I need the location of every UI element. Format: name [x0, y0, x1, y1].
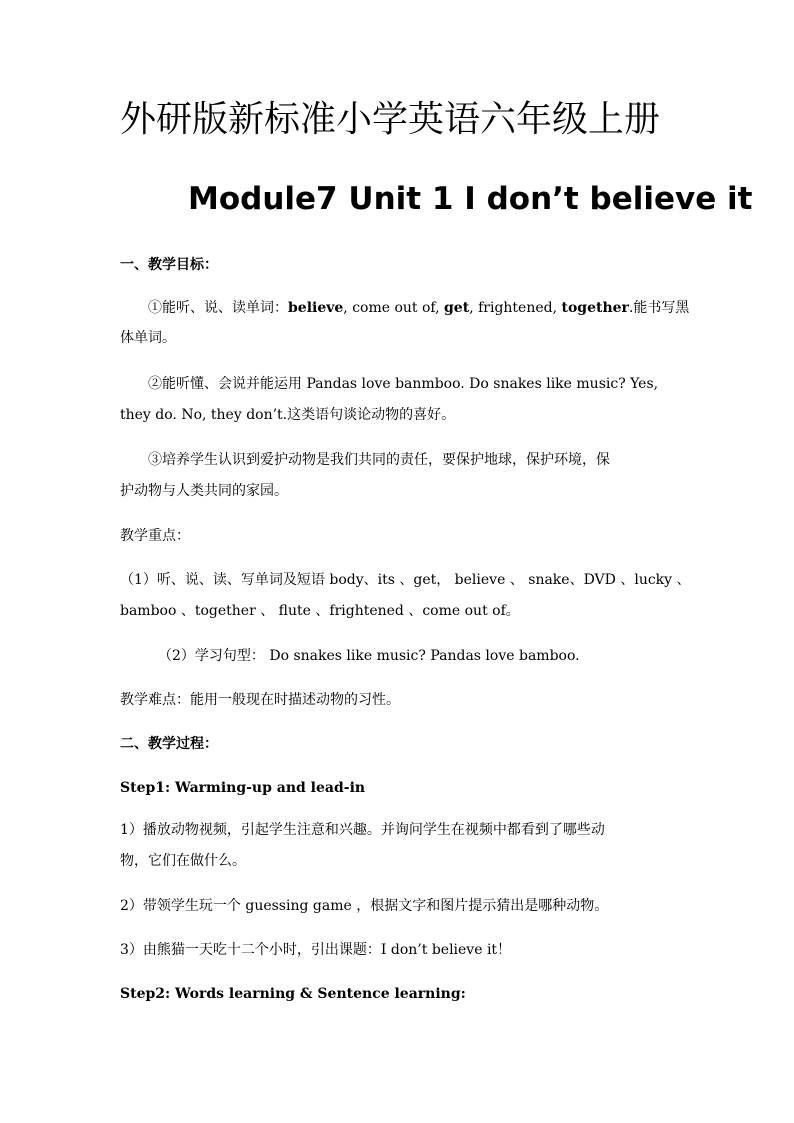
key-points-heading: 教学重点： [120, 528, 190, 544]
step-1-item-1-line-2: 物，它们在做什么。 [120, 853, 246, 869]
goal-1-text-d: .能书写黑 [628, 300, 690, 316]
step-2-heading: Step2: Words learning & Sentence learning: [120, 986, 466, 1002]
goal-2-line-1: ②能听懂、会说并能运用 Pandas love banmboo. Do snakes like music? Yes, [148, 376, 659, 392]
lesson-title: Module7 Unit 1 I don’t believe it [188, 181, 753, 217]
step-1-item-1-line-1: 1）播放动物视频，引起学生注意和兴趣。并询问学生在视频中都看到了哪些动 [120, 822, 605, 838]
step-1-item-2: 2）带领学生玩一个 guessing game ，根据文字和图片提示猜出是哪种动物。 [120, 898, 609, 914]
goal-2-line-2: they do. No, they don’t.这类语句谈论动物的喜好。 [120, 407, 456, 423]
key-point-2: （2）学习句型： Do snakes like music? Pandas love bamboo. [158, 648, 580, 664]
goal-3-line-1: ③培养学生认识到爱护动物是我们共同的责任，要保护地球，保护环境，保 [148, 452, 610, 468]
step-1-heading: Step1: Warming-up and lead-in [120, 780, 366, 796]
goal-1-text-a: ①能听、说、读单词： [148, 300, 288, 316]
key-point-1-line-2: bamboo 、together 、 flute 、frightened 、come out of。 [120, 603, 520, 619]
goals-heading: 一、教学目标： [120, 257, 218, 273]
goal-1-word-believe: believe [288, 300, 344, 316]
goal-3-line-2: 护动物与人类共同的家园。 [120, 483, 288, 499]
key-point-1-line-1: （1）听、说、读、写单词及短语 body、its 、get， believe 、 snake、DVD 、lucky 、 [120, 572, 691, 588]
goal-1-word-get: get [444, 300, 470, 316]
goal-1-text-c: , frightened, [469, 300, 562, 316]
goal-1-line-2: 体单词。 [120, 330, 176, 346]
process-heading: 二、教学过程： [120, 736, 218, 752]
difficulty: 教学难点：能用一般现在时描述动物的习性。 [120, 692, 400, 708]
goal-1-text-b: , come out of, [343, 300, 445, 316]
step-1-item-3: 3）由熊猫一天吃十二个小时，引出课题：I don’t believe it！ [120, 942, 512, 958]
document-title: 外研版新标准小学英语六年级上册 [120, 99, 661, 140]
goal-1-line-1 [148, 298, 689, 318]
goal-1-word-together: together [561, 300, 629, 316]
